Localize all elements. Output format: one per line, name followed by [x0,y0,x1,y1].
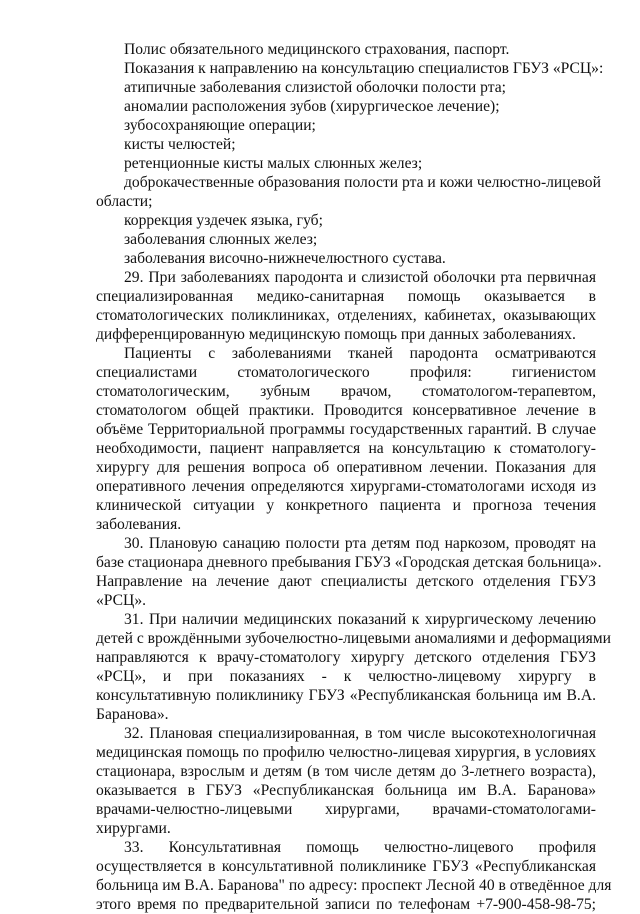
text-line: атипичные заболевания слизистой оболочки полости рта; [124,79,507,96]
text-line: этого время по предварительной записи по телефонам +7-900-458-98-75; [96,896,596,913]
text-line: специализированная медико-санитарная помощь оказывается в [96,288,596,305]
text-line: детей с врождёнными зубочелюстно-лицевыми аномалиями и деформациями [96,630,611,647]
text-line: коррекция уздечек языка, губ; [124,212,323,229]
text-line: стоматологическим, зубным врачом, стоматологом-терапевтом, [96,383,596,400]
text-line: Баранова». [96,706,169,723]
text-line: оперативного лечения определяются хирургами-стоматологами исходя из [96,478,596,495]
text-line: осуществляется в консультативной поликлинике ГБУЗ «Республиканская [96,858,596,875]
text-line: Полис обязательного медицинского страхования, паспорт. [124,41,510,58]
text-line: медицинская помощь по профилю челюстно-лицевая хирургия, в условиях [96,744,596,761]
text-line: «РСЦ». [96,592,147,609]
text-line: доброкачественные образования полости рта и кожи челюстно-лицевой [124,174,601,191]
text-line: стоматологических поликлиниках, отделениях, кабинетах, оказывающих [96,307,596,324]
text-line: хирургами. [96,820,171,837]
text-line: хирургу для решения вопроса об оперативном лечении. Показания для [96,459,596,476]
text-line: «РСЦ», и при показаниях - к челюстно-лицевому хирургу в [96,668,596,685]
text-line: Направление на лечение дают специалисты детского отделения ГБУЗ [96,573,596,590]
text-line: стационара, взрослым и детям (в том числе детям до 3-летнего возраста), [96,763,596,780]
text-line: дифференцированную медицинскую помощь при данных заболеваниях. [96,326,576,343]
text-line: заболевания височно-нижнечелюстного сустава. [124,250,446,267]
text-line: оказывается в ГБУЗ «Республиканская больница им В.А. Баранова» [96,782,596,799]
text-line: заболевания. [96,516,182,533]
text-line: Пациенты с заболеваниями тканей пародонта осматриваются [124,345,596,362]
text-line: ретенционные кисты малых слюнных желез; [124,155,423,172]
text-line: 31. При наличии медицинских показаний к хирургическому лечению [124,611,596,628]
text-line: направляются к врачу-стоматологу хирургу детского отделения ГБУЗ [96,649,596,666]
text-line: больница им В.А. Баранова" по адресу: проспект Лесной 40 в отведённое для [96,877,612,894]
text-line: врачами-челюстно-лицевыми хирургами, врачами-стоматологами- [96,801,596,818]
text-line: кисты челюстей; [124,136,236,153]
text-line: клинической ситуации у конкретного пациента и прогноза течения [96,497,596,514]
text-line: 29. При заболеваниях пародонта и слизистой оболочки рта первичная [124,269,596,286]
text-line: стоматологом общей практики. Проводится консервативное лечение в [96,402,596,419]
text-line: 30. Плановую санацию полости рта детям под наркозом, проводят на [124,535,596,552]
text-line: зубосохраняющие операции; [124,117,316,134]
text-line: области; [96,193,153,210]
text-line: 33. Консультативная помощь челюстно-лицевого профиля [124,839,596,856]
text-line: необходимости, пациент направляется на консультацию к стоматологу- [96,440,596,457]
text-line: 32. Плановая специализированная, в том числе высокотехнологичная [124,725,596,742]
text-line: Показания к направлению на консультацию специалистов ГБУЗ «РСЦ»: [124,60,604,77]
text-line: базе стационара дневного пребывания ГБУЗ «Городская детская больница». [96,554,602,571]
text-line: консультативную поликлинику ГБУЗ «Республиканская больница им В.А. [96,687,596,704]
text-line: аномалии расположения зубов (хирургическое лечение); [124,98,500,115]
text-line: объёме Территориальной программы государственных гарантий. В случае [96,421,596,438]
text-line: специалистами стоматологического профиля: гигиенистом [96,364,596,381]
text-line: заболевания слюнных желез; [124,231,318,248]
